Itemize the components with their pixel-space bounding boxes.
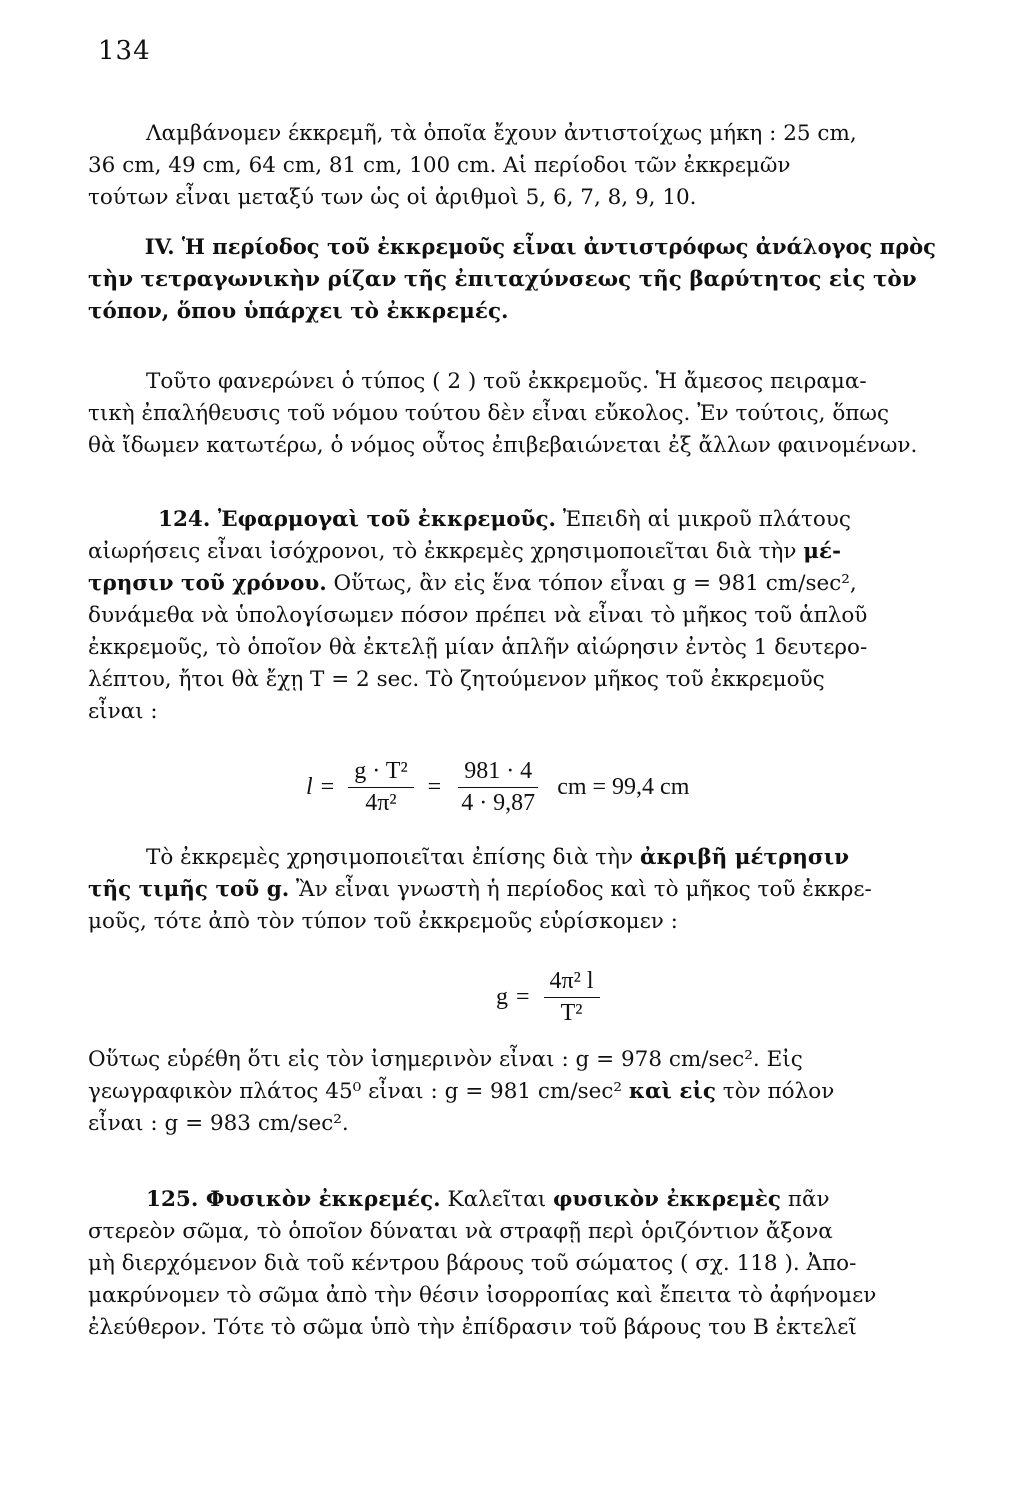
text-line: εἶναι : — [88, 699, 158, 724]
paragraph-g-values — [88, 1044, 936, 1140]
text-line: εἶναι : g = 983 cm/sec². — [88, 1111, 349, 1136]
text-line: Οὕτως εὑρέθη ὅτι εἰς τὸν ἰσημερινὸν εἶναι : g = 978 cm/sec². Εἰς — [88, 1047, 803, 1072]
text-line — [88, 842, 936, 874]
text-line: ἐκκρεμοῦς, τὸ ὁποῖον θὰ ἐκτελῇ μίαν ἁπλῆν αἰώρησιν ἐντὸς 1 δευτερο- — [88, 635, 868, 660]
numerator: 981 · 4 — [458, 758, 538, 788]
text-run: Ἂν εἶναι γνωστὴ ἡ περίοδος καὶ τὸ μῆκος τοῦ ἐκκρε- — [289, 877, 872, 902]
formula-equals: = — [427, 774, 442, 800]
text-line: Λαμβάνομεν έκκρεμῆ, τὰ ὁποῖα ἔχουν ἀντιστοίχως μήκη : 25 cm, — [146, 121, 857, 146]
text-run: τὸν πόλον — [715, 1079, 835, 1104]
formula-result: cm = 99,4 cm — [557, 774, 690, 800]
text-line: στερεὸν σῶμα, τὸ ὁποῖον δύναται νὰ στραφῇ περὶ ὁριζόντιον ἄξονα — [88, 1219, 833, 1244]
text-line: μακρύνομεν τὸ σῶμα ἀπὸ τὴν θέσιν ἰσορροπίας καὶ ἔπειτα τὸ ἀφήνομεν — [88, 1283, 877, 1308]
formula-g — [496, 968, 606, 1027]
text-line: θὰ ἴδωμεν κατωτέρω, ὁ νόμος οὗτος ἐπιβεβαιώνεται ἐξ ἄλλων φαινομένων. — [88, 433, 918, 458]
text-line: τούτων εἶναι μεταξύ των ὡς οἱ ἀριθμοὶ 5, 6, 7, 8, 9, 10. — [88, 185, 697, 210]
bold-run: τρησιν τοῦ χρόνου. — [88, 571, 327, 596]
text-run: πᾶν — [781, 1187, 830, 1212]
text-line: ἐλεύθερον. Τότε τὸ σῶμα ὑπὸ τὴν ἐπίδρασιν τοῦ βάρους του B ἐκτελεῖ — [88, 1315, 857, 1340]
law-iv-statement — [88, 232, 936, 328]
bold-run: ἀκριβῆ μέτρησιν — [639, 845, 850, 870]
text-run: Καλεῖται — [440, 1187, 553, 1212]
paragraph-pendulum-lengths — [88, 118, 936, 214]
section-124 — [88, 504, 936, 728]
fraction — [348, 758, 413, 817]
denominator: 4π² — [365, 790, 397, 816]
bold-run: τῆς τιμῆς τοῦ g. — [88, 877, 290, 902]
text-line: IV. Ἡ περίοδος τοῦ ἐκκρεμοῦς εἶναι ἀντιστρόφως ἀνάλογος πρὸς — [144, 235, 936, 260]
section-124-heading: 124. Ἐφαρμογαὶ τοῦ ἐκκρεμοῦς. — [158, 507, 557, 532]
text-line: τόπον, ὅπου ὑπάρχει τὸ ἐκκρεμές. — [88, 299, 509, 324]
text-line: μοῦς, τότε ἀπὸ τὸν τύπον τοῦ ἐκκρεμοῦς εὑρίσκομεν : — [88, 909, 678, 934]
formula-lhs: l — [306, 774, 313, 800]
text-line: μὴ διερχόμενον διὰ τοῦ κέντρου βάρους τοῦ σώματος ( σχ. 118 ). Ἀπο- — [88, 1251, 857, 1276]
formula-pendulum-length — [306, 758, 689, 817]
bold-run: φυσικὸν ἐκκρεμὲς — [552, 1187, 782, 1212]
paragraph-g-measurement — [88, 842, 936, 938]
text-run: αἰωρήσεις εἶναι ἰσόχρονοι, τὸ ἐκκρεμὲς χρησιμοποιεῖται διὰ τὴν — [88, 539, 804, 564]
page-number: 134 — [98, 36, 151, 66]
text-run: Οὕτως, ἂν εἰς ἕνα τόπον εἶναι g = 981 cm/sec², — [326, 571, 857, 596]
denominator: 4 · 9,87 — [461, 790, 536, 816]
formula-lhs: g — [496, 984, 508, 1010]
text-line — [88, 536, 936, 568]
numerator: g · T² — [348, 758, 413, 788]
text-line — [88, 1076, 936, 1108]
text-run: Τὸ ἐκκρεμὲς χρησιμοποιεῖται ἐπίσης διὰ τὴν — [146, 845, 640, 870]
text-line — [88, 1184, 936, 1216]
bold-run: μέ- — [803, 539, 842, 564]
text-line — [88, 504, 936, 536]
paragraph-law-verification — [88, 366, 936, 462]
bold-run: καὶ εἰς — [628, 1079, 716, 1104]
text-line: τικὴ ἐπαλήθευσις τοῦ νόμου τούτου δὲν εἶναι εὔκολος. Ἐν τούτοις, ὅπως — [88, 401, 889, 426]
section-125-heading: 125. Φυσικὸν ἐκκρεμές. — [146, 1187, 441, 1212]
formula-equals: = — [320, 774, 335, 800]
formula-equals: = — [516, 984, 530, 1010]
text-run: γεωγραφικὸν πλάτος 45⁰ εἶναι : g = 981 cm/sec² — [88, 1079, 629, 1104]
text-line — [88, 874, 936, 906]
denominator: T² — [560, 1000, 583, 1026]
section-125 — [88, 1184, 936, 1344]
text-line — [88, 568, 936, 600]
numerator: 4π² l — [544, 968, 600, 998]
text-line: Τοῦτο φανερώνει ὁ τύπος ( 2 ) τοῦ ἐκκρεμοῦς. Ἡ ἄμεσος πειραμα- — [146, 369, 867, 394]
text-line: τὴν τετραγωνικὴν ρίζαν τῆς ἐπιταχύνσεως τῆς βαρύτητος εἰς τὸν — [88, 267, 917, 292]
fraction — [544, 968, 600, 1027]
text-run: Ἐπειδὴ αἱ μικροῦ πλάτους — [556, 507, 851, 532]
text-line: δυνάμεθα νὰ ὑπολογίσωμεν πόσον πρέπει νὰ εἶναι τὸ μῆκος τοῦ ἁπλοῦ — [88, 603, 868, 628]
text-line: λέπτου, ἤτοι θὰ ἔχῃ T = 2 sec. Τὸ ζητούμενον μῆκος τοῦ ἐκκρεμοῦς — [88, 667, 825, 692]
fraction — [455, 758, 541, 817]
text-line: 36 cm, 49 cm, 64 cm, 81 cm, 100 cm. Αἱ περίοδοι τῶν ἐκκρεμῶν — [88, 153, 791, 178]
